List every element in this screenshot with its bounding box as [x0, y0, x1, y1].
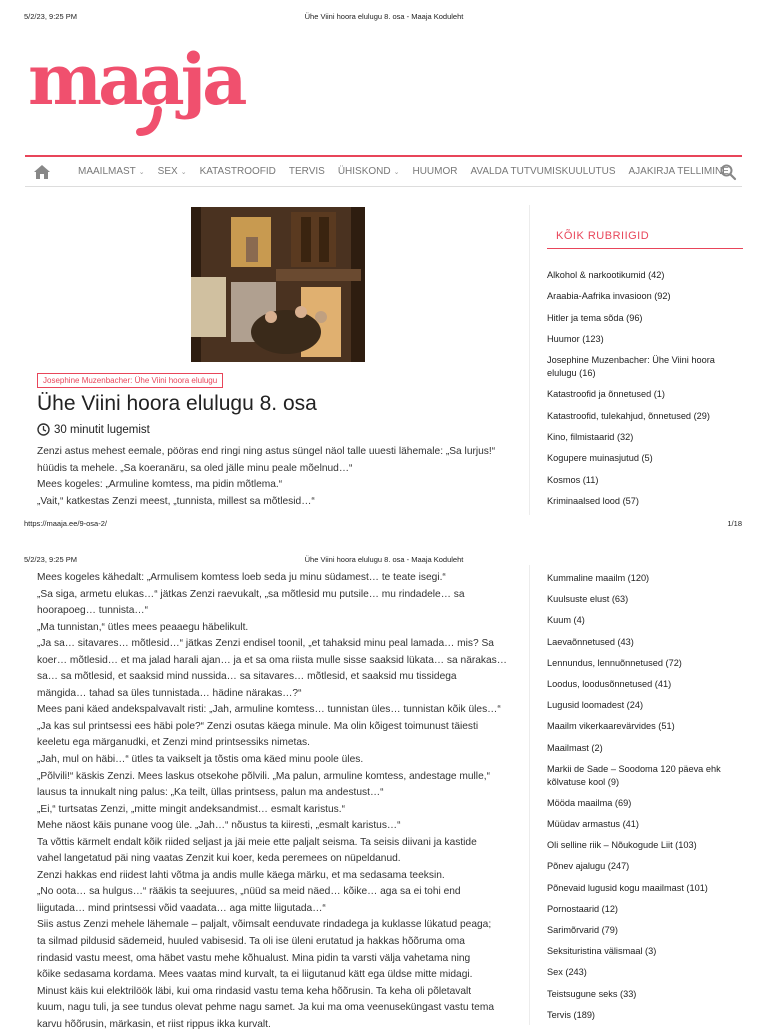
article-line: Mehe näost käis punane voog üle. „Jah…“ nõustus ta kiiresti, „esmalt karistus…“	[37, 820, 401, 832]
article-line: hüüdis ta mehele. „Sa koeranäru, sa oled jälle minu peale mõelnud…“	[37, 462, 353, 474]
article-line: „Ja kas sul printsessi ees häbi pole?“ Zenzi osutas käega minule. Ma olin kõigest toimunust täiesti	[37, 720, 479, 732]
article-line: Siis astus Zenzi mehele lähemale – paljalt, võimsalt eenduvate rindadega ja kuklasse lükatud peaga;	[37, 919, 492, 931]
article-title: Ühe Viini hoora elulugu 8. osa	[37, 392, 317, 415]
article-line: „Põlvili!“ käskis Zenzi. Mees laskus otsekohe põlvili. „Ma palun, armuline komtess, andestage mulle,“	[37, 770, 490, 782]
article-line: „Ja sa… sitavares… mõtlesid…“ jätkas Zenzi endisel toonil, „et tahaksid minu peal lamada… mis? Sa	[37, 638, 494, 650]
print-title: Ühe Viini hoora elulugu 8. osa - Maaja Koduleht	[304, 555, 464, 564]
print-date: 5/2/23, 9:25 PM	[24, 555, 77, 564]
sidebar-category-link[interactable]: Põnev ajalugu (247)	[547, 861, 630, 872]
article-line: „Jah, mul on häbi…“ ütles ta vaikselt ja tõstis oma käed minu poole üles.	[37, 754, 364, 766]
article-line: sa… sa mõtlesid, et saaksid mind nussida… sa sitavares… mõtlesid, et saaksid mu tissidega	[37, 671, 457, 683]
sidebar-category-link[interactable]: Lugusid loomadest (24)	[547, 700, 644, 711]
sidebar-categories-page2	[547, 572, 747, 1030]
nav-item-ühiskond[interactable]	[338, 166, 400, 177]
main-navigation	[25, 155, 742, 187]
article-line: koer… mõtlesid… et ma jalad harali ajan… ja et sa oma riista mulle sisse saaksid lükata… sa närakas…	[37, 654, 507, 666]
article-line: karvu hõõrusin, märkasin, et riist rippus ikka kurvalt.	[37, 1018, 271, 1030]
sidebar-category-link[interactable]: Josephine Muzenbacher: Ühe Viini hoora elulugu (16)	[547, 355, 715, 379]
sidebar-category-link[interactable]: Kino, filmistaarid (32)	[547, 432, 634, 443]
sidebar-category-link[interactable]: Huumor (123)	[547, 333, 604, 344]
nav-item-label: TERVIS	[288, 166, 325, 177]
chevron-down-icon: ⌄	[138, 168, 145, 176]
nav-item-label: KATASTROOFID	[199, 166, 276, 177]
sidebar-category-link[interactable]: Kogupere muinasjutud (5)	[547, 453, 653, 464]
nav-item-maailmast[interactable]	[78, 166, 145, 177]
nav-item-sex[interactable]	[158, 166, 187, 177]
nav-item-ajakirja-tellimine[interactable]	[629, 166, 729, 177]
chevron-down-icon: ⌄	[180, 168, 187, 176]
sidebar-category-link[interactable]: Kummaline maailm (120)	[547, 573, 650, 583]
clock-icon	[37, 423, 50, 436]
article-line: lausus ta innukalt ning palus: „Ka teilt, üllas printsess, palun ma andestust…“	[37, 787, 384, 799]
article-line: „Ei,“ turtsatas Zenzi, „mitte mingit andeksandmist… esmalt karistus.“	[37, 803, 345, 815]
sidebar-category-link[interactable]: Teistsugune seks (33)	[547, 988, 637, 999]
sidebar-category-link[interactable]: Maailm vikerkaarevärvides (51)	[547, 721, 675, 732]
sidebar-category-link[interactable]: Hitler ja tema sõda (96)	[547, 312, 643, 323]
article-line: rindasid vastu meest, oma häbet vastu mehe kõhualust. Mina pidin ta varsti välja vahetama ning	[37, 952, 471, 964]
article-line: vahel langetatud päi ning vaatas Zenzit kui koer, keda peremees on nüpeldanud.	[37, 853, 401, 865]
sidebar-category-link[interactable]: Lennundus, lennuõnnetused (72)	[547, 657, 682, 668]
article-line: „Vait,“ katkestas Zenzi meest, „tunnista, millest sa mõtlesid…“	[37, 495, 315, 507]
article-category-tag[interactable]: Josephine Muzenbacher: Ühe Viini hoora elulugu	[37, 373, 223, 388]
sidebar-category-link[interactable]: Araabia-Aafrika invasioon (92)	[547, 291, 671, 302]
sidebar-category-link[interactable]: Oli selline riik – Nõukogude Liit (103)	[547, 840, 697, 851]
article-line: keeletu ega märganudki, et Zenzi mind printsessiks nimetas.	[37, 737, 310, 749]
home-icon[interactable]	[33, 164, 51, 180]
sidebar-category-link[interactable]: Põnevaid lugusid kogu maailmast (101)	[547, 882, 708, 893]
print-title: Ühe Viini hoora elulugu 8. osa - Maaja Koduleht	[304, 12, 464, 21]
reading-time	[37, 423, 150, 436]
print-date: 5/2/23, 9:25 PM	[24, 12, 77, 21]
nav-home[interactable]	[25, 164, 65, 180]
sidebar-category-link[interactable]: Kuulsuste elust (63)	[547, 594, 629, 605]
column-divider	[529, 565, 530, 1025]
sidebar-category-link[interactable]: Maailmast (2)	[547, 742, 603, 753]
print-page-number: 1/18	[727, 519, 742, 528]
article-line: „Sa siga, armetu elukas…“ jätkas Zenzi raevukalt, „sa mõtlesid mu putsile… mu rindadele… sa	[37, 588, 465, 600]
article-line: mängida… tahad sa üles tunnistada… hädine närakas…?“	[37, 687, 302, 699]
sidebar-category-link[interactable]: Seksituristina välismaal (3)	[547, 946, 657, 957]
sidebar-category-link[interactable]: Kosmos (11)	[547, 474, 599, 485]
sidebar-category-link[interactable]: Tervis (189)	[547, 1009, 595, 1020]
nav-item-label: AVALDA TUTVUMISKUULUTUS	[470, 166, 616, 177]
print-header	[0, 12, 768, 26]
article-line: Mees kogeles: „Armuline komtess, ma pidin mõtlema.“	[37, 479, 283, 491]
sidebar-category-link[interactable]: Müüdav armastus (41)	[547, 819, 639, 830]
article-line: Mees pani käed andekspalvavalt risti: „Jah, armuline komtess… tunnistan üles… tunnistan kõik üles…“	[37, 704, 501, 716]
sidebar-category-link[interactable]: Katastroofid ja õnnetused (1)	[547, 389, 665, 400]
sidebar-category-link[interactable]: Sex (243)	[547, 967, 587, 978]
sidebar-category-link[interactable]: Loodus, loodusõnnetused (41)	[547, 678, 672, 689]
sidebar-heading: KÕIK RUBRIIGID	[547, 230, 743, 249]
nav-item-huumor[interactable]	[412, 166, 457, 177]
nav-item-label: MAAILMAST	[78, 166, 136, 177]
article-line: Ta võttis kärmelt endalt kõik riided seljast ja jäi meie ette paljalt seisma. Ta seisis diivani ja kastide	[37, 836, 477, 848]
nav-item-katastroofid[interactable]	[200, 166, 276, 177]
article-line: kuum, nagu tuli, ja see tundus olevat pehme nagu samet. Ja kui ma oma veenuseküngast vastu tema	[37, 1002, 495, 1014]
sidebar-category-link[interactable]: Mööda maailma (69)	[547, 797, 632, 808]
chevron-down-icon: ⌄	[393, 168, 400, 176]
logo-text: maaja	[28, 38, 244, 121]
nav-item-label: SEX	[157, 166, 178, 177]
sidebar-category-link[interactable]: Kriminaalsed lood (57)	[547, 495, 639, 506]
article-line: kõike sedasama kordama. Mees vaatas mind kurvalt, ta ei liigutanud kätt ega üldse mitte midagi.	[37, 969, 473, 981]
sidebar-category-link[interactable]: Laevaõnnetused (43)	[547, 636, 634, 647]
article-line: Minust käis kui elektrilöök läbi, kui oma rindasid vastu tema keha hõõrusin. Ta keha oli põletavalt	[37, 985, 472, 997]
nav-item-label: AJAKIRJA TELLIMINE	[628, 166, 729, 177]
nav-item-label: ÜHISKOND	[337, 166, 391, 177]
nav-item-avalda-tutvumiskuulutus[interactable]	[470, 166, 615, 177]
print-header-page2	[0, 555, 768, 569]
sidebar-category-link[interactable]: Katastroofid, tulekahjud, õnnetused (29)	[547, 410, 710, 421]
sidebar-category-link[interactable]: Markii de Sade – Soodoma 120 päeva ehk kõlvatuse kool (9)	[547, 763, 721, 787]
nav-item-label: HUUMOR	[412, 166, 458, 177]
column-divider	[529, 205, 530, 515]
sidebar-category-link[interactable]: Alkohol & narkootikumid (42)	[547, 270, 665, 280]
site-logo[interactable]	[28, 38, 244, 136]
reading-time-label: 30 minutit lugemist	[54, 423, 150, 436]
print-url: https://maaja.ee/9-osa-2/	[24, 519, 107, 528]
article-line: Zenzi astus mehest eemale, pööras end ringi ning astus süngel näol talle uuesti lähemale: „Sa lurjus!“	[37, 446, 496, 457]
article-line: liigutada… mind printsessi võid vaadata… aga mitte liigutada…“	[37, 902, 326, 914]
article-line: „Ma tunnistan,“ ütles mees peaaegu häbelikult.	[37, 621, 249, 633]
article-body-page1	[37, 444, 517, 510]
sidebar-categories-page1	[547, 269, 747, 516]
sidebar-category-link[interactable]: Pornostaarid (12)	[547, 903, 618, 914]
article-line: Mees kogeles kähedalt: „Armulisem komtess loeb seda ju minu südamest… te teate isegi.“	[37, 572, 446, 583]
sidebar-category-link[interactable]: Sarimõrvarid (79)	[547, 925, 618, 935]
article-line: ta silmad pildusid sädemeid, huuled vabisesid. Ta oli ise üleni erutatud ja hakkas hõõruma oma	[37, 936, 465, 948]
article-line: „No oota… sa hulgus…“ rääkis ta seejuures, „nüüd sa meid näed… kõike… aga sa ei tohi end	[37, 886, 461, 898]
search-icon[interactable]	[720, 164, 736, 180]
article-line: hoorapoeg… tunnista…“	[37, 605, 148, 617]
nav-item-tervis[interactable]	[289, 166, 325, 177]
article-body-page2	[37, 570, 517, 1033]
article-hero-image	[191, 207, 365, 362]
sidebar-category-link[interactable]: Kuum (4)	[547, 615, 585, 626]
article-line: Zenzi hakkas end riidest lahti võtma ja andis mulle käega märku, et ma sedasama teeksin.	[37, 869, 445, 881]
